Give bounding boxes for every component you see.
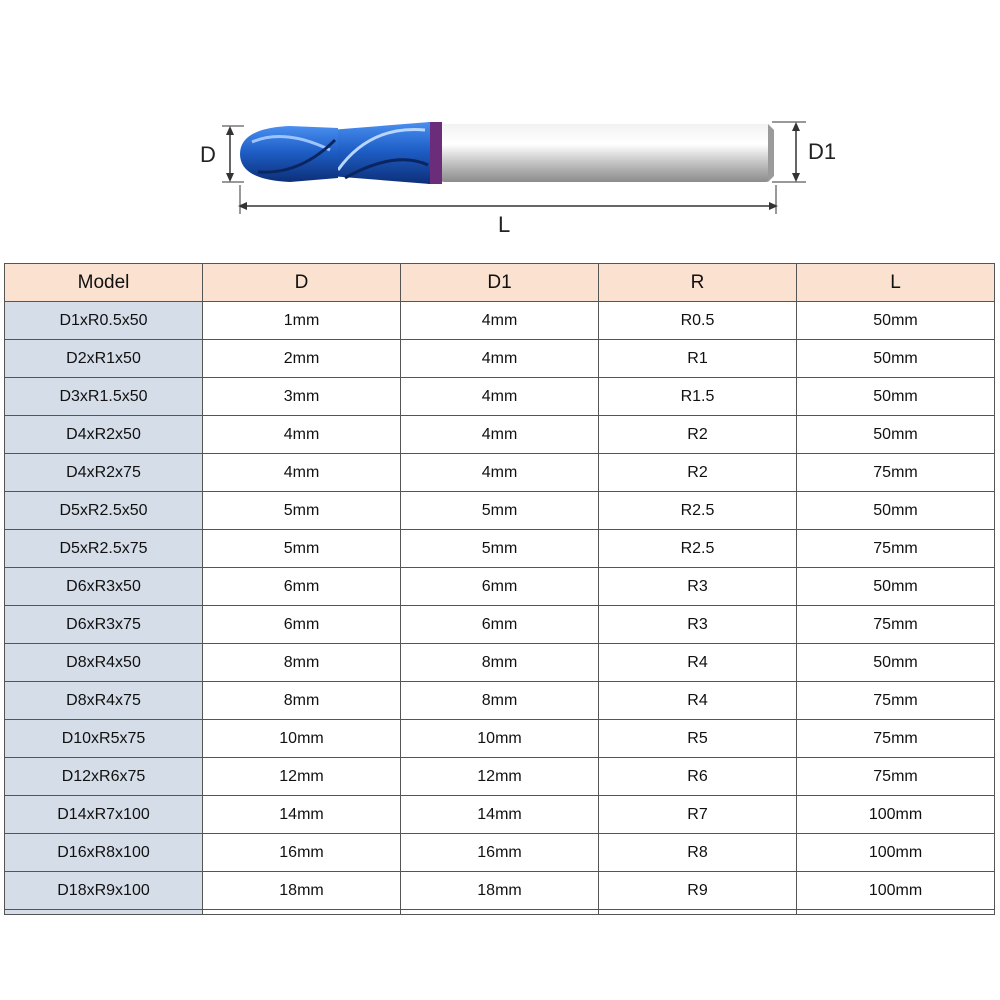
cell-d: 14mm	[203, 796, 401, 834]
cell-l: 75mm	[797, 720, 995, 758]
cell-r: R4	[599, 682, 797, 720]
cell-l: 100mm	[797, 834, 995, 872]
cell-d: 8mm	[203, 682, 401, 720]
table-row	[5, 340, 995, 378]
cell-l: 50mm	[797, 340, 995, 378]
cell-d1: 8mm	[401, 644, 599, 682]
cell-model: D5xR2.5x50	[5, 492, 203, 530]
table-row	[5, 492, 995, 530]
cell-r: R3	[599, 606, 797, 644]
tool-diagram	[0, 0, 1000, 250]
cell-d1: 10mm	[401, 720, 599, 758]
cell-d: 5mm	[203, 492, 401, 530]
cell-d1: 4mm	[401, 340, 599, 378]
shank-end-chamfer	[768, 124, 774, 182]
table-row	[5, 454, 995, 492]
arrow-head	[769, 202, 778, 210]
table-row	[5, 682, 995, 720]
cell-empty	[203, 910, 401, 915]
cell-l: 50mm	[797, 492, 995, 530]
cell-model: D4xR2x50	[5, 416, 203, 454]
cell-r: R1.5	[599, 378, 797, 416]
cell-d1: 4mm	[401, 416, 599, 454]
cell-r: R6	[599, 758, 797, 796]
cell-model: D14xR7x100	[5, 796, 203, 834]
cell-l: 50mm	[797, 302, 995, 340]
cell-model: D18xR9x100	[5, 872, 203, 910]
table-row	[5, 834, 995, 872]
cell-l: 100mm	[797, 796, 995, 834]
cell-r: R7	[599, 796, 797, 834]
cell-model: D4xR2x75	[5, 454, 203, 492]
cell-l: 50mm	[797, 378, 995, 416]
cell-l: 50mm	[797, 416, 995, 454]
table-row	[5, 606, 995, 644]
dimension-label-l: L	[498, 212, 511, 237]
cell-d1: 14mm	[401, 796, 599, 834]
table-body	[5, 302, 995, 915]
table-row	[5, 378, 995, 416]
cell-d: 12mm	[203, 758, 401, 796]
cell-l: 50mm	[797, 568, 995, 606]
cell-l: 75mm	[797, 530, 995, 568]
cell-model: D6xR3x75	[5, 606, 203, 644]
arrow-head	[226, 126, 234, 135]
cell-model: D10xR5x75	[5, 720, 203, 758]
cell-model: D2xR1x50	[5, 340, 203, 378]
cell-d1: 6mm	[401, 568, 599, 606]
cell-d1: 16mm	[401, 834, 599, 872]
cell-r: R3	[599, 568, 797, 606]
cell-d: 1mm	[203, 302, 401, 340]
cell-d: 8mm	[203, 644, 401, 682]
cell-model: D5xR2.5x75	[5, 530, 203, 568]
cell-empty	[599, 910, 797, 915]
cell-r: R2.5	[599, 530, 797, 568]
cell-model: D6xR3x50	[5, 568, 203, 606]
tool-shank	[440, 124, 770, 182]
cell-r: R4	[599, 644, 797, 682]
cell-model: D8xR4x75	[5, 682, 203, 720]
cell-d1: 6mm	[401, 606, 599, 644]
cell-d1: 5mm	[401, 492, 599, 530]
column-header-l: L	[797, 264, 995, 302]
table-row	[5, 796, 995, 834]
cell-d1: 4mm	[401, 302, 599, 340]
ball-nose-tip	[240, 126, 338, 182]
cell-d1: 8mm	[401, 682, 599, 720]
cell-d: 3mm	[203, 378, 401, 416]
table-row	[5, 416, 995, 454]
cell-l: 50mm	[797, 644, 995, 682]
cell-empty	[797, 910, 995, 915]
column-header-d: D	[203, 264, 401, 302]
dimension-label-d: D	[200, 142, 216, 167]
header-row	[5, 264, 995, 302]
cell-model: D3xR1.5x50	[5, 378, 203, 416]
column-header-r: R	[599, 264, 797, 302]
cell-d: 4mm	[203, 454, 401, 492]
cell-d1: 4mm	[401, 454, 599, 492]
table-row-cut-off	[5, 910, 995, 915]
cell-r: R2	[599, 454, 797, 492]
cell-empty	[401, 910, 599, 915]
cell-r: R5	[599, 720, 797, 758]
spec-table	[4, 263, 995, 915]
table-row	[5, 568, 995, 606]
table-row	[5, 720, 995, 758]
table-row	[5, 872, 995, 910]
cell-model: D8xR4x50	[5, 644, 203, 682]
cell-l: 75mm	[797, 454, 995, 492]
column-header-d1: D1	[401, 264, 599, 302]
cell-l: 75mm	[797, 758, 995, 796]
table-row	[5, 644, 995, 682]
cell-d1: 5mm	[401, 530, 599, 568]
cell-d: 10mm	[203, 720, 401, 758]
cell-r: R8	[599, 834, 797, 872]
cell-r: R2.5	[599, 492, 797, 530]
cell-d: 2mm	[203, 340, 401, 378]
cell-d: 18mm	[203, 872, 401, 910]
arrow-head	[792, 122, 800, 131]
table-row	[5, 530, 995, 568]
arrow-head	[792, 173, 800, 182]
cell-d: 4mm	[203, 416, 401, 454]
cell-l: 100mm	[797, 872, 995, 910]
column-header-model: Model	[5, 264, 203, 302]
table-row	[5, 302, 995, 340]
cell-r: R1	[599, 340, 797, 378]
cell-d: 6mm	[203, 568, 401, 606]
table-header	[5, 264, 995, 302]
cell-empty	[5, 910, 203, 915]
arrow-head	[238, 202, 247, 210]
cell-r: R0.5	[599, 302, 797, 340]
cell-d: 16mm	[203, 834, 401, 872]
cell-l: 75mm	[797, 682, 995, 720]
cell-d: 6mm	[203, 606, 401, 644]
cell-model: D16xR8x100	[5, 834, 203, 872]
cell-l: 75mm	[797, 606, 995, 644]
table-row	[5, 758, 995, 796]
cell-d1: 4mm	[401, 378, 599, 416]
cell-r: R9	[599, 872, 797, 910]
cell-d1: 12mm	[401, 758, 599, 796]
cell-model: D1xR0.5x50	[5, 302, 203, 340]
dimension-label-d1: D1	[808, 139, 837, 164]
coating-transition-ring	[428, 122, 442, 184]
cell-d: 5mm	[203, 530, 401, 568]
arrow-head	[226, 173, 234, 182]
cell-r: R2	[599, 416, 797, 454]
cell-d1: 18mm	[401, 872, 599, 910]
tool-fluted-body	[330, 122, 430, 184]
cell-model: D12xR6x75	[5, 758, 203, 796]
